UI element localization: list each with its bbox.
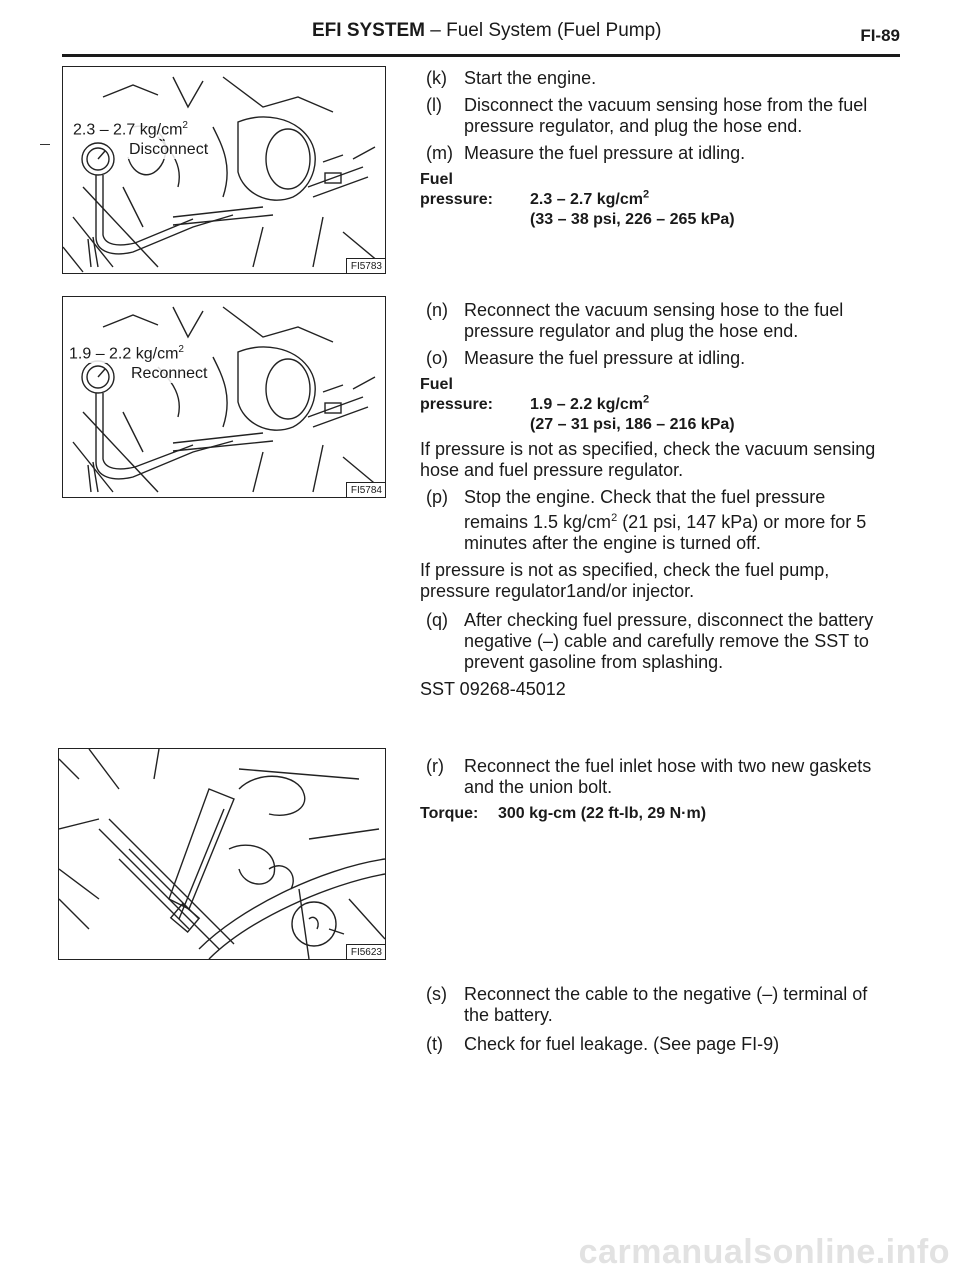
section-disconnect <box>420 68 890 230</box>
figure-reconnect <box>62 296 386 498</box>
figure-id: FI5784 <box>346 482 385 497</box>
fuel-pressure-spec-2: Fuel pressure: 1.9 – 2.2 $kg/cm^2$ (27 – 31 psi, 186 – 216 kPa) <box>420 376 735 433</box>
fuel-pressure-spec-1: Fuel pressure: 2.3 – 2.7 $kg/cm^2$ (33 – 38 psi, 226 – 265 kPa) <box>420 171 735 228</box>
sst-number: SST 09268-45012 <box>420 679 566 699</box>
step-l: (l) Disconnect the vacuum sensing hose from the fuel pressure regulator, and plug the hose end. <box>426 95 868 136</box>
step-m: (m) Measure the fuel pressure at idling. <box>426 143 746 163</box>
step-o: (o) Measure the fuel pressure at idling. <box>426 348 746 368</box>
step-r: (r) Reconnect the fuel inlet hose with two new gaskets and the union bolt. <box>426 756 872 797</box>
step-q: (q) After checking fuel pressure, disconnect the battery negative (–) cable and carefully remove the SST to prevent gasoline from splashing. <box>426 610 874 672</box>
figure-disconnect <box>62 66 386 274</box>
section-reconnect <box>420 300 890 700</box>
watermark: carmanualsonline.info <box>578 1233 950 1271</box>
header-rule <box>62 54 900 57</box>
engine-illustration-2 <box>63 297 385 497</box>
pressure-label: 1.9 – 2.2 $kg/cm^2$ <box>67 341 186 363</box>
note-pump: If pressure is not as specified, check the fuel pump, pressure regulator1and/or injector. <box>420 560 830 601</box>
page-title: EFI SYSTEM – Fuel System (Fuel Pump) <box>312 20 662 41</box>
engine-illustration-1 <box>63 67 385 273</box>
step-n: (n) Reconnect the vacuum sensing hose to the fuel pressure regulator and plug the hose end. <box>426 300 844 341</box>
figure-id: FI5783 <box>346 258 385 273</box>
engine-illustration-3 <box>59 749 385 959</box>
step-p: (p) Stop the engine. Check that the fuel pressure remains 1.5 $kg/cm^2$ (21 psi, 147 kPa) or more for 5 minutes after the engine is turned off. <box>426 487 867 553</box>
step-s: (s) Reconnect the cable to the negative (–) terminal of the battery. <box>426 984 868 1025</box>
section-battery <box>420 984 890 1055</box>
note-regulator: If pressure is not as specified, check the vacuum sensing hose and fuel pressure regulator. <box>420 439 876 480</box>
pressure-label: 2.3 – 2.7 $kg/cm^2$ <box>71 117 190 139</box>
page-header <box>62 14 900 44</box>
torque-spec: Torque: 300 kg-cm (22 ft-lb, 29 N·m) <box>420 805 707 822</box>
reconnect-callout: Reconnect <box>131 365 208 382</box>
page-number: FI-89 <box>860 26 900 45</box>
step-t: (t) Check for fuel leakage. (See page FI-9) <box>426 1034 780 1054</box>
figure-inlet-hose <box>58 748 386 960</box>
figure-id: FI5623 <box>346 944 385 959</box>
step-k: (k) Start the engine. <box>426 68 597 88</box>
margin-mark <box>40 144 50 145</box>
section-inlet-hose <box>420 756 890 824</box>
disconnect-callout: Disconnect <box>129 141 209 158</box>
